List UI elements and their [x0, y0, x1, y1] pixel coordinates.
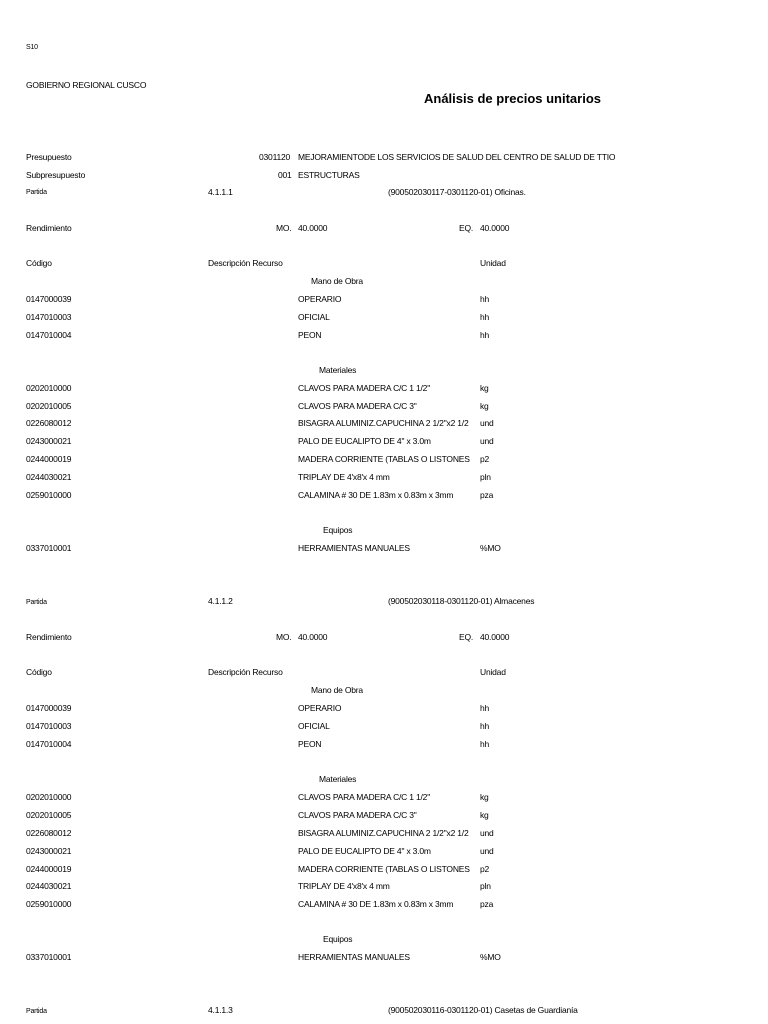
resource-code: 0337010001 [26, 543, 72, 553]
resource-description: CALAMINA # 30 DE 1.83m x 0.83m x 3mm [298, 490, 454, 500]
rendimiento-label: Rendimiento [26, 223, 72, 233]
partida-code: 4.1.1.1 [208, 187, 233, 197]
resource-unit: und [480, 436, 494, 446]
resource-description: OFICIAL [298, 721, 330, 731]
subpresupuesto-code: 001 [278, 170, 292, 180]
resource-unit: und [480, 828, 494, 838]
entity-name: GOBIERNO REGIONAL CUSCO [26, 80, 147, 90]
resource-description: TRIPLAY DE 4'x8'x 4 mm [298, 881, 390, 891]
resource-description: MADERA CORRIENTE (TABLAS O LISTONES [298, 864, 470, 874]
eq-label: EQ. [459, 223, 474, 233]
resource-unit: kg [480, 792, 489, 802]
software-name: S10 [26, 44, 38, 51]
resource-code: 0202010000 [26, 792, 72, 802]
resource-description: OFICIAL [298, 312, 330, 322]
resource-code: 0147010004 [26, 739, 72, 749]
presupuesto-name: MEJORAMIENTODE LOS SERVICIOS DE SALUD DEL CENTRO DE SALUD DE TTIO [298, 152, 616, 162]
resource-unit: hh [480, 294, 490, 304]
resource-code: 0244030021 [26, 881, 72, 891]
resource-description: BISAGRA ALUMINIZ.CAPUCHINA 2 1/2"x2 1/2 [298, 418, 469, 428]
partida-description: (900502030118-0301120-01) Almacenes [388, 596, 535, 606]
resource-unit: pln [480, 881, 491, 891]
mo-value: 40.0000 [298, 632, 328, 642]
section-materiales: Materiales [319, 365, 357, 375]
mo-value: 40.0000 [298, 223, 328, 233]
eq-label: EQ. [459, 632, 474, 642]
codigo-header: Código [26, 258, 52, 268]
resource-unit: %MO [480, 543, 501, 553]
resource-unit: %MO [480, 952, 501, 962]
resource-unit: hh [480, 330, 490, 340]
resource-description: PALO DE EUCALIPTO DE 4" x 3.0m [298, 846, 431, 856]
resource-description: CLAVOS PARA MADERA C/C 1 1/2" [298, 383, 431, 393]
partida-label: Partida [26, 599, 47, 606]
mo-label: MO. [276, 223, 292, 233]
resource-unit: p2 [480, 864, 490, 874]
resource-code: 0259010000 [26, 899, 72, 909]
resource-unit: und [480, 418, 494, 428]
resource-description: CLAVOS PARA MADERA C/C 3" [298, 810, 417, 820]
mo-label: MO. [276, 632, 292, 642]
subpresupuesto-label: Subpresupuesto [26, 170, 86, 180]
partida-label: Partida [26, 189, 47, 196]
resource-code: 0202010005 [26, 810, 72, 820]
resource-description: MADERA CORRIENTE (TABLAS O LISTONES [298, 454, 470, 464]
rendimiento-label: Rendimiento [26, 632, 72, 642]
section-materiales: Materiales [319, 774, 357, 784]
resource-code: 0147000039 [26, 294, 72, 304]
resource-code: 0147000039 [26, 703, 72, 713]
resource-description: BISAGRA ALUMINIZ.CAPUCHINA 2 1/2"x2 1/2 [298, 828, 469, 838]
resource-unit: pza [480, 899, 494, 909]
resource-unit: hh [480, 721, 490, 731]
codigo-header: Código [26, 667, 52, 677]
partida-label: Partida [26, 1008, 47, 1015]
partida-code: 4.1.1.3 [208, 1005, 233, 1015]
resource-code: 0202010000 [26, 383, 72, 393]
unidad-header: Unidad [480, 258, 506, 268]
resource-unit: p2 [480, 454, 490, 464]
resource-unit: kg [480, 383, 489, 393]
resource-unit: kg [480, 810, 489, 820]
presupuesto-code: 0301120 [259, 152, 291, 162]
resource-unit: hh [480, 739, 490, 749]
resource-unit: kg [480, 401, 489, 411]
resource-description: OPERARIO [298, 294, 342, 304]
resource-code: 0244000019 [26, 864, 72, 874]
resource-unit: hh [480, 703, 490, 713]
partida-description: (900502030116-0301120-01) Casetas de Guardianía [388, 1005, 578, 1015]
resource-unit: hh [480, 312, 490, 322]
resource-description: TRIPLAY DE 4'x8'x 4 mm [298, 472, 390, 482]
presupuesto-label: Presupuesto [26, 152, 72, 162]
resource-code: 0337010001 [26, 952, 72, 962]
resource-code: 0147010004 [26, 330, 72, 340]
eq-value: 40.0000 [480, 632, 510, 642]
partida-code: 4.1.1.2 [208, 596, 233, 606]
resource-description: CALAMINA # 30 DE 1.83m x 0.83m x 3mm [298, 899, 454, 909]
resource-description: OPERARIO [298, 703, 342, 713]
section-mano-de-obra: Mano de Obra [311, 276, 363, 286]
resource-code: 0226080012 [26, 418, 72, 428]
resource-code: 0147010003 [26, 312, 72, 322]
resource-unit: pza [480, 490, 494, 500]
section-mano-de-obra: Mano de Obra [311, 685, 363, 695]
resource-code: 0202010005 [26, 401, 72, 411]
resource-description: CLAVOS PARA MADERA C/C 3" [298, 401, 417, 411]
page-title: Análisis de precios unitarios [424, 91, 601, 106]
resource-unit: und [480, 846, 494, 856]
resource-code: 0259010000 [26, 490, 72, 500]
section-equipos: Equipos [323, 525, 353, 535]
resource-description: CLAVOS PARA MADERA C/C 1 1/2" [298, 792, 431, 802]
resource-code: 0243000021 [26, 436, 72, 446]
resource-unit: pln [480, 472, 491, 482]
section-equipos: Equipos [323, 934, 353, 944]
eq-value: 40.0000 [480, 223, 510, 233]
resource-description: HERRAMIENTAS MANUALES [298, 543, 410, 553]
resource-description: PEON [298, 330, 322, 340]
resource-description: PEON [298, 739, 322, 749]
resource-code: 0243000021 [26, 846, 72, 856]
subpresupuesto-name: ESTRUCTURAS [298, 170, 360, 180]
resource-code: 0147010003 [26, 721, 72, 731]
descripcion-header: Descripción Recurso [208, 258, 283, 268]
partida-description: (900502030117-0301120-01) Oficinas. [388, 187, 526, 197]
resource-description: HERRAMIENTAS MANUALES [298, 952, 410, 962]
resource-description: PALO DE EUCALIPTO DE 4" x 3.0m [298, 436, 431, 446]
resource-code: 0244030021 [26, 472, 72, 482]
resource-code: 0244000019 [26, 454, 72, 464]
unidad-header: Unidad [480, 667, 506, 677]
resource-code: 0226080012 [26, 828, 72, 838]
descripcion-header: Descripción Recurso [208, 667, 283, 677]
